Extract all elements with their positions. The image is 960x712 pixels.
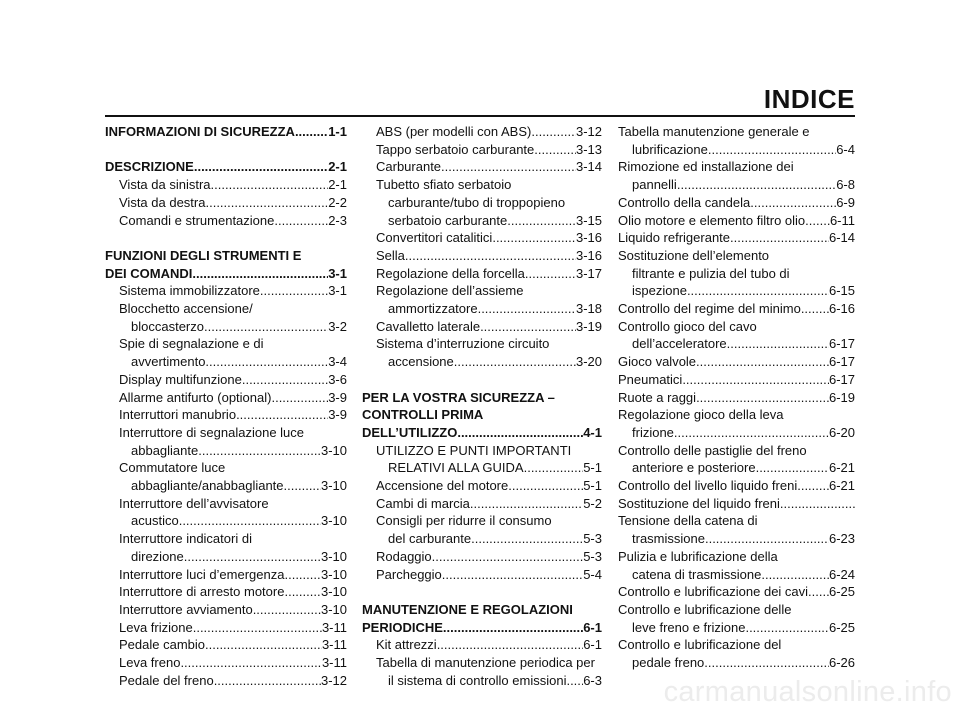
toc-page-number: 6-26 bbox=[828, 655, 855, 671]
toc-entry[interactable] bbox=[618, 477, 855, 495]
toc-page-number: 6-1 bbox=[583, 637, 602, 653]
toc-page-number: 3-10 bbox=[320, 548, 347, 564]
toc-entry[interactable] bbox=[105, 548, 347, 566]
toc-entry[interactable] bbox=[105, 477, 347, 495]
toc-entry-label: Pedale del freno bbox=[119, 672, 214, 688]
dot-leader bbox=[198, 442, 321, 460]
toc-page-number: 2-2 bbox=[328, 194, 347, 210]
toc-entry-label: ispezione bbox=[632, 283, 687, 299]
toc-page-number: 2-1 bbox=[328, 159, 347, 175]
toc-page-number: 6-21 bbox=[828, 478, 855, 494]
toc-column-1 bbox=[105, 123, 347, 689]
toc-page-number: 6-25 bbox=[828, 619, 855, 635]
dot-leader bbox=[405, 247, 576, 265]
toc-entry-label: RELATIVI ALLA GUIDA bbox=[388, 460, 524, 476]
dot-leader bbox=[531, 123, 576, 141]
toc-entry-label: ammortizzatore bbox=[388, 301, 478, 317]
toc-page-number: 6-9 bbox=[836, 194, 855, 210]
toc-page-number: 6-15 bbox=[828, 283, 855, 299]
toc-entry[interactable] bbox=[362, 141, 602, 159]
dot-leader bbox=[284, 583, 321, 601]
toc-page-number: 6-20 bbox=[828, 424, 855, 440]
toc-entry[interactable] bbox=[362, 212, 602, 230]
dot-leader bbox=[704, 654, 829, 672]
dot-leader bbox=[708, 141, 836, 159]
toc-entry-label: pannelli bbox=[632, 177, 677, 193]
toc-entry[interactable] bbox=[362, 477, 602, 495]
dot-leader bbox=[730, 229, 829, 247]
dot-leader bbox=[442, 566, 583, 584]
toc-entry-label: serbatoio carburante bbox=[388, 212, 508, 228]
toc-entry-text: Rimozione ed installazione dei bbox=[618, 159, 794, 175]
toc-entry-label: DELL’UTILIZZO bbox=[362, 424, 458, 440]
toc-entry[interactable] bbox=[105, 566, 347, 584]
toc-page-number: 6-4 bbox=[836, 141, 855, 157]
toc-entry-label: Controllo del regime del minimo bbox=[618, 301, 801, 317]
toc-entry[interactable] bbox=[105, 353, 347, 371]
toc-page-number: 2-3 bbox=[328, 212, 347, 228]
watermark: carmanualsonline.info bbox=[663, 676, 952, 708]
dot-leader bbox=[432, 548, 584, 566]
dot-leader bbox=[205, 636, 322, 654]
toc-entry-label: Controllo della candela bbox=[618, 194, 751, 210]
toc-entry-label: Carburante bbox=[376, 159, 442, 175]
toc-section-entry[interactable] bbox=[105, 158, 347, 176]
toc-entry[interactable] bbox=[105, 406, 347, 424]
toc-page-number: 3-4 bbox=[328, 354, 347, 370]
dot-leader bbox=[745, 619, 829, 637]
toc-entry-text: Tubetto sfiato serbatoio bbox=[376, 177, 512, 193]
toc-entry[interactable] bbox=[105, 619, 347, 637]
dot-leader bbox=[750, 194, 836, 212]
toc-entry-text: Commutatore luce bbox=[119, 460, 226, 476]
dot-leader bbox=[470, 495, 583, 513]
toc-entry-label: INFORMAZIONI DI SICUREZZA bbox=[105, 124, 295, 139]
toc-entry[interactable] bbox=[362, 158, 602, 176]
toc-entry[interactable] bbox=[362, 636, 602, 654]
dot-leader bbox=[214, 672, 321, 690]
toc-page-number: 5-3 bbox=[583, 531, 602, 547]
toc-page-number: 3-10 bbox=[320, 601, 347, 617]
toc-entry-label: Vista da sinistra bbox=[119, 177, 211, 193]
dot-leader bbox=[696, 389, 829, 407]
dot-leader bbox=[443, 619, 583, 637]
dot-leader bbox=[805, 212, 830, 230]
toc-page-number: 3-16 bbox=[575, 247, 602, 263]
toc-page-number: 6-17 bbox=[828, 371, 855, 387]
toc-page-number: 3-19 bbox=[575, 318, 602, 334]
toc-column-2 bbox=[362, 123, 602, 689]
toc-entry-label: Pneumatici bbox=[618, 371, 683, 387]
toc-entry-label: Sostituzione del liquido freni bbox=[618, 495, 780, 511]
toc-entry-label: abbagliante/anabbagliante bbox=[131, 478, 284, 494]
toc-entry[interactable] bbox=[618, 300, 855, 318]
toc-entry-label: Display multifunzione bbox=[119, 371, 242, 387]
dot-leader bbox=[295, 123, 328, 141]
toc-entry[interactable] bbox=[618, 495, 855, 513]
toc-entry[interactable] bbox=[618, 389, 855, 407]
toc-entry-text: Consigli per ridurre il consumo bbox=[376, 513, 552, 529]
dot-leader bbox=[204, 318, 328, 336]
toc-entry[interactable] bbox=[105, 318, 347, 336]
dot-leader bbox=[454, 353, 576, 371]
toc-page-number: 3-10 bbox=[320, 478, 347, 494]
toc-entry-label: Vista da destra bbox=[119, 194, 206, 210]
toc-entry[interactable] bbox=[618, 141, 855, 159]
section-gap bbox=[105, 229, 347, 247]
dot-leader bbox=[480, 318, 576, 336]
toc-page-number: 6-1 bbox=[583, 619, 602, 635]
dot-leader bbox=[797, 477, 829, 495]
toc-entry[interactable] bbox=[105, 282, 347, 300]
toc-page-number: 3-17 bbox=[575, 265, 602, 281]
toc-entry-label: Accensione del motore bbox=[376, 478, 509, 494]
dot-leader bbox=[534, 141, 576, 159]
toc-entry[interactable] bbox=[105, 194, 347, 212]
toc-entry[interactable] bbox=[618, 176, 855, 194]
dot-leader bbox=[705, 530, 829, 548]
dot-leader bbox=[253, 601, 321, 619]
toc-section-entry[interactable] bbox=[362, 424, 602, 442]
toc-entry[interactable] bbox=[618, 335, 855, 353]
toc-entry-label: Leva freno bbox=[119, 655, 181, 671]
toc-page-number: 6-17 bbox=[828, 354, 855, 370]
toc-entry-text: Interruttore indicatori di bbox=[119, 531, 252, 547]
toc-entry-label: Kit attrezzi bbox=[376, 637, 437, 653]
dot-leader bbox=[478, 300, 576, 318]
toc-entry-label: Controllo e lubrificazione dei cavi bbox=[618, 584, 809, 600]
toc-page-number: 3-6 bbox=[328, 371, 347, 387]
toc-page-number: 3-18 bbox=[575, 301, 602, 317]
toc-entry[interactable] bbox=[105, 601, 347, 619]
toc-entry-label: pedale freno bbox=[632, 655, 705, 671]
toc-entry-label: Regolazione della forcella bbox=[376, 265, 525, 281]
toc-page-number: 6-21 bbox=[828, 460, 855, 476]
toc-page-number: 3-15 bbox=[575, 212, 602, 228]
toc-entry[interactable] bbox=[362, 247, 602, 265]
toc-entry[interactable] bbox=[362, 530, 602, 548]
toc-entry[interactable] bbox=[362, 300, 602, 318]
dot-leader bbox=[687, 282, 829, 300]
toc-entry[interactable] bbox=[618, 424, 855, 442]
toc-page-number: 3-1 bbox=[328, 265, 347, 281]
toc-section-heading: PER LA VOSTRA SICUREZZA – bbox=[362, 389, 555, 405]
toc-entry[interactable] bbox=[618, 619, 855, 637]
toc-entry-text: Regolazione dell’assieme bbox=[376, 283, 524, 299]
toc-page-number: 6-24 bbox=[828, 566, 855, 582]
toc-entry-text: Tabella di manutenzione periodica per bbox=[376, 655, 595, 671]
toc-entry-label: Controllo del livello liquido freni bbox=[618, 478, 798, 494]
toc-entry[interactable] bbox=[362, 123, 602, 141]
toc-page-number: 2-1 bbox=[328, 177, 347, 193]
toc-entry-label: Parcheggio bbox=[376, 566, 442, 582]
toc-entry[interactable] bbox=[618, 583, 855, 601]
dot-leader bbox=[727, 335, 829, 353]
toc-entry-text: Controllo e lubrificazione delle bbox=[618, 601, 792, 617]
toc-entry-text: Controllo gioco del cavo bbox=[618, 318, 757, 334]
toc-entry-label: abbagliante bbox=[131, 442, 199, 458]
toc-page-number: 3-2 bbox=[328, 318, 347, 334]
toc-section-heading: CONTROLLI PRIMA bbox=[362, 407, 484, 423]
toc-entry[interactable] bbox=[362, 353, 602, 371]
toc-entry-label: Liquido refrigerante bbox=[618, 230, 731, 246]
dot-leader bbox=[524, 459, 584, 477]
toc-page-number: 3-10 bbox=[320, 584, 347, 600]
dot-leader bbox=[761, 566, 829, 584]
section-gap bbox=[362, 583, 602, 601]
toc-entry-text: Interruttore di segnalazione luce bbox=[119, 424, 305, 440]
toc-entry[interactable] bbox=[362, 495, 602, 513]
dot-leader bbox=[492, 229, 576, 247]
toc-page-number: 6-11 bbox=[829, 212, 855, 228]
toc-entry-text: Controllo delle pastiglie del freno bbox=[618, 442, 807, 458]
dot-leader bbox=[211, 176, 329, 194]
toc-page-number: 6-25 bbox=[828, 584, 855, 600]
toc-page-number: 6-23 bbox=[828, 531, 855, 547]
toc-entry-label: bloccasterzo bbox=[131, 318, 204, 334]
toc-page-number: 3-1 bbox=[328, 283, 347, 299]
toc-entry[interactable] bbox=[105, 654, 347, 672]
dot-leader bbox=[205, 353, 328, 371]
toc-entry[interactable] bbox=[618, 459, 855, 477]
toc-entry-label: del carburante bbox=[388, 531, 472, 547]
dot-leader bbox=[205, 194, 328, 212]
toc-entry-label: anteriore e posteriore bbox=[632, 460, 756, 476]
toc-entry[interactable] bbox=[362, 229, 602, 247]
dot-leader bbox=[179, 512, 321, 530]
dot-leader bbox=[508, 477, 583, 495]
toc-entry-text: Regolazione gioco della leva bbox=[618, 407, 784, 423]
toc-entry-text: Tabella manutenzione generale e bbox=[618, 124, 810, 139]
toc-entry-label: Tappo serbatoio carburante bbox=[376, 141, 535, 157]
toc-entry-label: leve freno e frizione bbox=[632, 619, 746, 635]
section-gap bbox=[105, 141, 347, 159]
toc-entry[interactable] bbox=[105, 212, 347, 230]
toc-page-number: 3-11 bbox=[321, 619, 347, 635]
toc-entry-label: Sistema immobilizzatore bbox=[119, 283, 260, 299]
toc-page-number: 3-9 bbox=[328, 407, 347, 423]
dot-leader bbox=[193, 619, 322, 637]
toc-page-number: 5-2 bbox=[583, 495, 602, 511]
toc-entry-label: catena di trasmissione bbox=[632, 566, 762, 582]
dot-leader bbox=[756, 459, 829, 477]
toc-entry[interactable] bbox=[105, 442, 347, 460]
toc-entry[interactable] bbox=[105, 389, 347, 407]
toc-entry-label: Interruttore luci d’emergenza bbox=[119, 566, 285, 582]
toc-page-number: 6-3 bbox=[583, 672, 602, 688]
toc-entry-label: Ruote a raggi bbox=[618, 389, 697, 405]
toc-entry[interactable] bbox=[105, 583, 347, 601]
toc-entry[interactable] bbox=[618, 530, 855, 548]
dot-leader bbox=[674, 424, 829, 442]
toc-entry-label: Pedale cambio bbox=[119, 637, 205, 653]
dot-leader bbox=[180, 654, 322, 672]
toc-entry-text: Sistema d’interruzione circuito bbox=[376, 336, 550, 352]
toc-entry-text: Spie di segnalazione e di bbox=[119, 336, 264, 352]
dot-leader bbox=[260, 282, 328, 300]
toc-section-entry[interactable] bbox=[105, 123, 347, 141]
toc-entry-label: Interruttori manubrio bbox=[119, 407, 237, 423]
toc-page-number: 5-1 bbox=[583, 460, 602, 476]
dot-leader bbox=[236, 406, 328, 424]
toc-page-number: 3-9 bbox=[328, 389, 347, 405]
toc-entry[interactable] bbox=[362, 318, 602, 336]
dot-leader bbox=[682, 371, 829, 389]
dot-leader bbox=[525, 265, 576, 283]
toc-entry-label: il sistema di controllo emissioni bbox=[388, 672, 567, 688]
toc-entry-text: Pulizia e lubrificazione della bbox=[618, 548, 778, 564]
toc-entry[interactable] bbox=[362, 566, 602, 584]
toc-entry-label: avvertimento bbox=[131, 354, 206, 370]
toc-page-number: 3-12 bbox=[575, 124, 602, 139]
dot-leader bbox=[437, 636, 584, 654]
toc-entry-label: Olio motore e elemento filtro olio bbox=[618, 212, 806, 228]
dot-leader bbox=[471, 530, 583, 548]
dot-leader bbox=[441, 158, 576, 176]
toc-entry-text: UTILIZZO E PUNTI IMPORTANTI bbox=[376, 442, 572, 458]
toc-entry[interactable] bbox=[362, 548, 602, 566]
toc-entry-text: filtrante e pulizia del tubo di bbox=[632, 265, 790, 281]
toc-page-number: 3-12 bbox=[320, 672, 347, 688]
toc-entry-label: trasmissione bbox=[632, 531, 705, 547]
title-rule bbox=[105, 115, 855, 117]
toc-entry-label: lubrificazione bbox=[632, 141, 708, 157]
toc-entry-label: Gioco valvole bbox=[618, 354, 697, 370]
dot-leader bbox=[780, 495, 855, 513]
dot-leader bbox=[284, 566, 320, 584]
toc-entry[interactable] bbox=[618, 194, 855, 212]
section-gap bbox=[362, 371, 602, 389]
toc-entry-label: Sella bbox=[376, 247, 405, 263]
toc-entry-text: Tensione della catena di bbox=[618, 513, 758, 529]
toc-page-number: 3-11 bbox=[321, 637, 347, 653]
toc-entry-label: frizione bbox=[632, 424, 674, 440]
toc-entry[interactable] bbox=[105, 176, 347, 194]
toc-page-number: 3-16 bbox=[575, 230, 602, 246]
toc-entry-label: Allarme antifurto (optional) bbox=[119, 389, 272, 405]
toc-entry[interactable] bbox=[618, 229, 855, 247]
toc-entry-label: Cavalletto laterale bbox=[376, 318, 481, 334]
toc-entry-label: Comandi e strumentazione bbox=[119, 212, 275, 228]
toc-page-number: 5-3 bbox=[583, 548, 602, 564]
dot-leader bbox=[242, 371, 328, 389]
toc-entry-label: acustico bbox=[131, 513, 179, 529]
dot-leader bbox=[284, 477, 321, 495]
toc-entry-text: Controllo e lubrificazione del bbox=[618, 637, 782, 653]
toc-entry-label: DEI COMANDI bbox=[105, 265, 193, 281]
toc-entry-label: Cambi di marcia bbox=[376, 495, 470, 511]
toc-page-number: 6-19 bbox=[828, 389, 855, 405]
toc-section-heading: FUNZIONI DEGLI STRUMENTI E bbox=[105, 247, 302, 263]
toc-page-number: 3-10 bbox=[320, 442, 347, 458]
toc-entry-label: ABS (per modelli con ABS) bbox=[376, 124, 532, 139]
toc-page-number: 6-14 bbox=[828, 230, 855, 246]
toc-entry[interactable] bbox=[618, 353, 855, 371]
toc-entry-label: DESCRIZIONE bbox=[105, 159, 194, 175]
dot-leader bbox=[194, 158, 328, 176]
toc-page-number: 6-17 bbox=[828, 336, 855, 352]
toc-section-entry[interactable] bbox=[105, 265, 347, 283]
toc-entry-label: PERIODICHE bbox=[362, 619, 443, 635]
toc-entry[interactable] bbox=[618, 282, 855, 300]
dot-leader bbox=[696, 353, 829, 371]
toc-page-number: 3-10 bbox=[320, 566, 347, 582]
toc-page-number: 4-1 bbox=[583, 424, 602, 440]
toc-entry[interactable] bbox=[105, 512, 347, 530]
toc-entry[interactable] bbox=[618, 566, 855, 584]
toc-page-number: 3-14 bbox=[575, 159, 602, 175]
toc-entry-text: Blocchetto accensione/ bbox=[119, 301, 253, 316]
toc-entry-text: carburante/tubo di troppopieno bbox=[388, 194, 566, 210]
toc-entry-text: Interruttore dell’avvisatore bbox=[119, 495, 269, 511]
dot-leader bbox=[457, 424, 583, 442]
toc-entry[interactable] bbox=[105, 371, 347, 389]
toc-entry[interactable] bbox=[362, 265, 602, 283]
toc-entry[interactable] bbox=[362, 459, 602, 477]
toc-page-number: 3-10 bbox=[320, 513, 347, 529]
toc-section-heading: MANUTENZIONE E REGOLAZIONI bbox=[362, 601, 573, 617]
toc-entry-label: Interruttore di arresto motore bbox=[119, 584, 285, 600]
dot-leader bbox=[192, 265, 328, 283]
page-title: INDICE bbox=[763, 84, 855, 114]
toc-page-number: 3-13 bbox=[575, 141, 602, 157]
toc-section-entry[interactable] bbox=[362, 619, 602, 637]
toc-entry-label: accensione bbox=[388, 354, 454, 370]
dot-leader bbox=[507, 212, 576, 230]
toc-entry[interactable] bbox=[105, 636, 347, 654]
dot-leader bbox=[184, 548, 321, 566]
toc-column-3 bbox=[618, 123, 855, 672]
toc-entry[interactable] bbox=[618, 654, 855, 672]
toc-page-number: 5-4 bbox=[583, 566, 602, 582]
dot-leader bbox=[274, 212, 328, 230]
toc-entry-label: Convertitori catalitici bbox=[376, 230, 493, 246]
toc-entry[interactable] bbox=[618, 212, 855, 230]
dot-leader bbox=[801, 300, 829, 318]
toc-page-number: 3-20 bbox=[575, 354, 602, 370]
toc-entry-label: Rodaggio bbox=[376, 548, 432, 564]
dot-leader bbox=[808, 583, 829, 601]
toc-entry-label: Interruttore avviamento bbox=[119, 601, 253, 617]
toc-entry-label: dell’acceleratore bbox=[632, 336, 727, 352]
toc-entry[interactable] bbox=[618, 371, 855, 389]
dot-leader bbox=[677, 176, 836, 194]
toc-page-number: 6-8 bbox=[836, 177, 855, 193]
toc-page-number: 1-1 bbox=[328, 124, 347, 139]
toc-entry-label: direzione bbox=[131, 548, 184, 564]
dot-leader bbox=[271, 389, 328, 407]
toc-entry-label: Leva frizione bbox=[119, 619, 193, 635]
toc-page-number: 6-16 bbox=[828, 301, 855, 317]
toc-page-number: 3-11 bbox=[321, 655, 347, 671]
toc-entry[interactable] bbox=[105, 672, 347, 690]
toc-entry-text: Sostituzione dell’elemento bbox=[618, 247, 770, 263]
toc-page-number: 5-1 bbox=[583, 478, 602, 494]
